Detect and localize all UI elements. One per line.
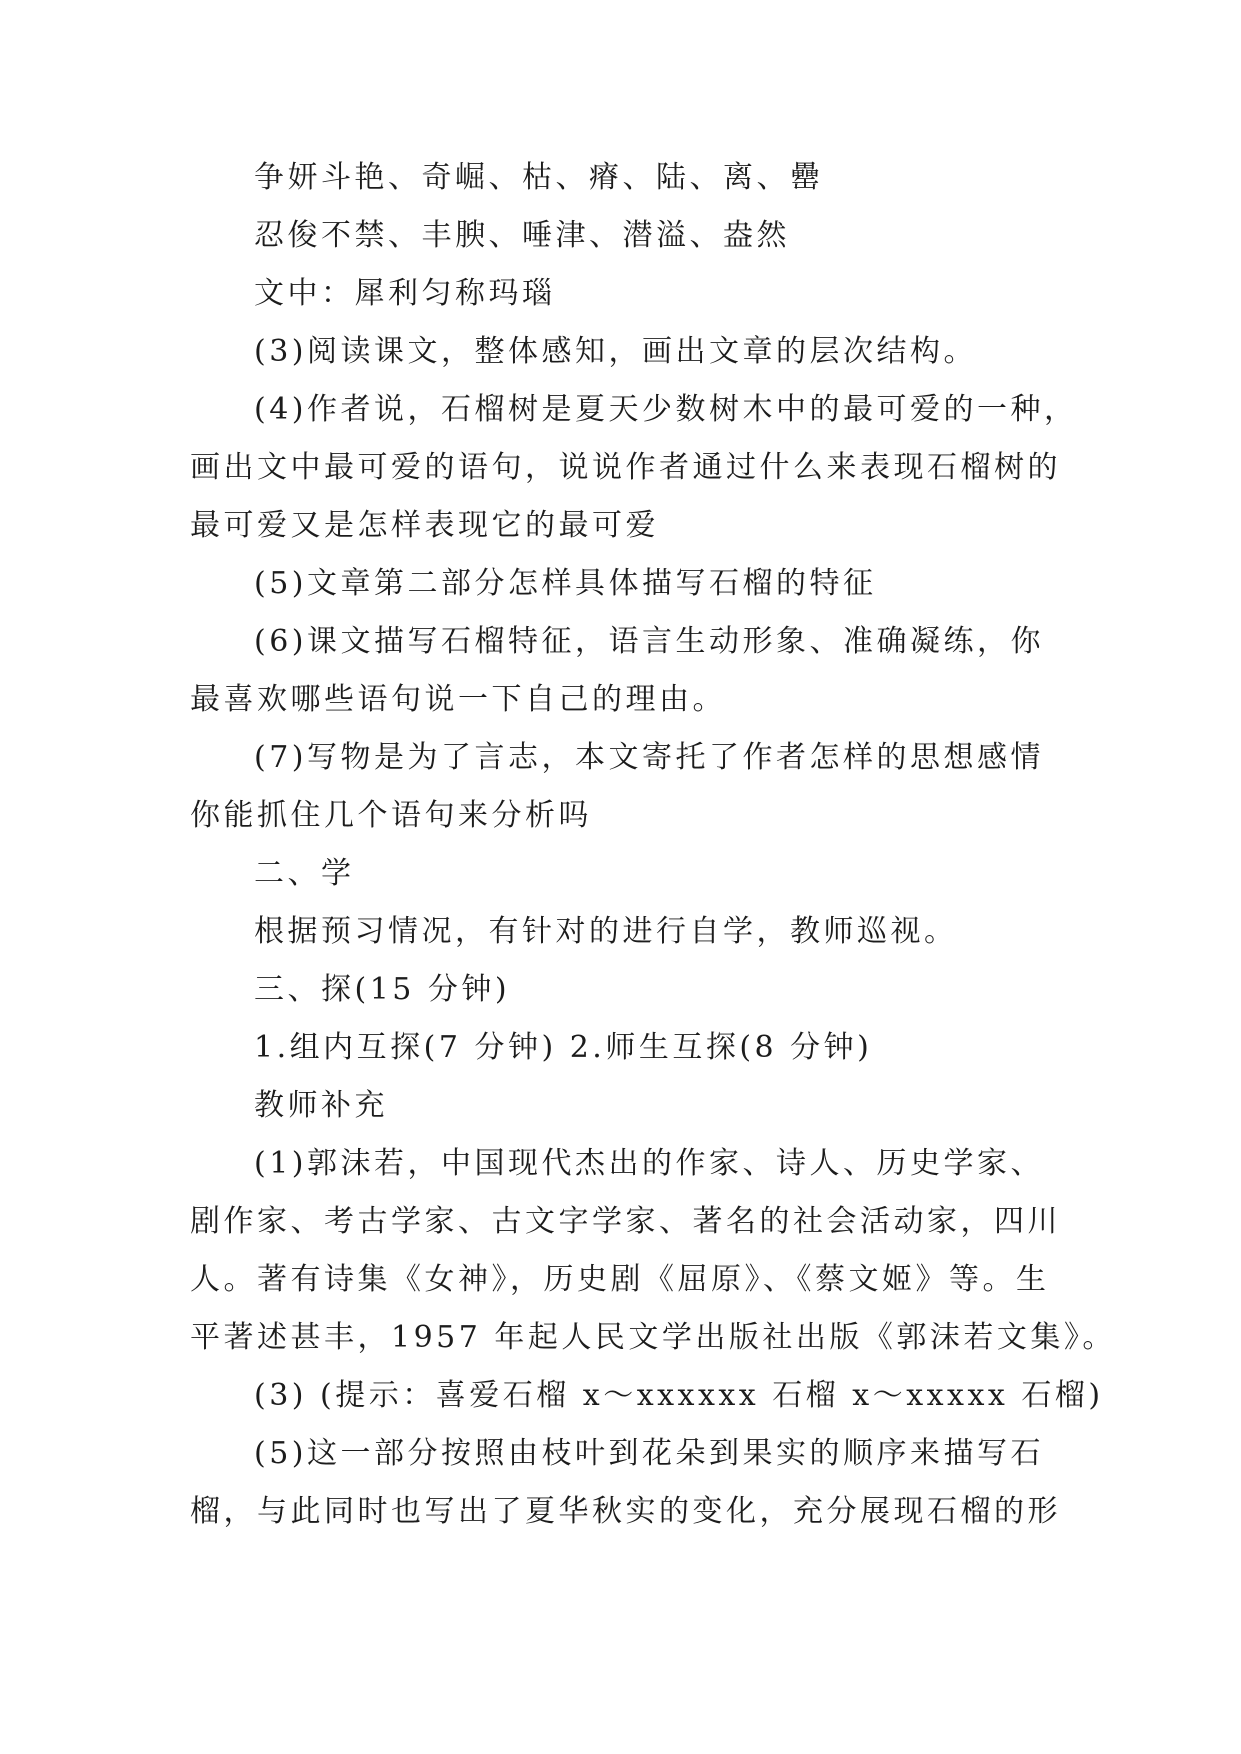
paragraph-line: (6)课文描写石榴特征，语言生动形象、准确凝练，你 [254,624,1044,659]
paragraph-line: 文中：犀利匀称玛瑙 [254,276,556,311]
paragraph-line: (7)写物是为了言志，本文寄托了作者怎样的思想感情 [254,740,1044,775]
paragraph-line: (5)这一部分按照由枝叶到花朵到果实的顺序来描写石 [254,1436,1044,1471]
paragraph-line: 榴，与此同时也写出了夏华秋实的变化，充分展现石榴的形 [190,1494,1061,1529]
body-text [190,158,1116,1550]
paragraph-line: 最可爱又是怎样表现它的最可爱 [190,508,659,543]
paragraph-line: 平著述甚丰，1957 年起人民文学出版社出版《郭沫若文集》。 [190,1320,1116,1355]
paragraph-line: 你能抓住几个语句来分析吗 [190,798,592,833]
paragraph-line: 人。著有诗集《女神》，历史剧《屈原》、《蔡文姬》等。生 [190,1262,1050,1297]
paragraph-line: 忍俊不禁、丰腴、唾津、潜溢、盎然 [254,218,790,253]
paragraph-line: 根据预习情况，有针对的进行自学，教师巡视。 [254,914,958,949]
paragraph-line: 1.组内互探(7 分钟) 2.师生互探(8 分钟) [254,1030,873,1065]
paragraph-line: (1)郭沫若，中国现代杰出的作家、诗人、历史学家、 [254,1146,1044,1181]
paragraph-line: (3) (提示：喜爱石榴 x～xxxxxx 石榴 x～xxxxx 石榴) [254,1378,1104,1413]
paragraph-line: (5)文章第二部分怎样具体描写石榴的特征 [254,566,877,601]
section-heading: 三、探(15 分钟) [254,972,511,1007]
paragraph-line: 争妍斗艳、奇崛、枯、瘠、陆、离、罍 [254,160,824,195]
paragraph-line: (4)作者说，石榴树是夏天少数树木中的最可爱的一种， [254,392,1078,427]
paragraph-line: 教师补充 [254,1088,388,1123]
paragraph-line: 画出文中最可爱的语句，说说作者通过什么来表现石榴树的 [190,450,1061,485]
paragraph-line: 剧作家、考古学家、古文字学家、著名的社会活动家，四川 [190,1204,1061,1239]
paragraph-line: 最喜欢哪些语句说一下自己的理由。 [190,682,726,717]
paragraph-line: (3)阅读课文，整体感知，画出文章的层次结构。 [254,334,977,369]
section-heading: 二、学 [254,856,355,891]
